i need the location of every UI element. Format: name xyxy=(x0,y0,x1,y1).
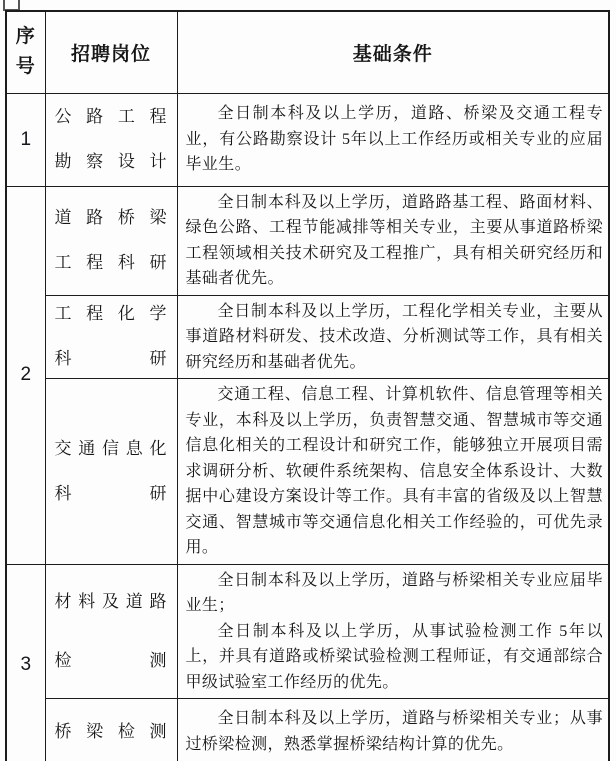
condition-paragraph: 全日制本科及以上学历，道路、桥梁及交通工程专业，有公路勘察设计 5年以上工作经历或相关专业的应届毕业生。 xyxy=(185,105,603,174)
table-row xyxy=(6,295,609,379)
condition-paragraph: 全日制本科及以上学历，道路与桥梁相关专业应届毕业生； xyxy=(185,571,603,614)
row-number: 2 xyxy=(6,186,45,564)
position-line: 检测 xyxy=(54,650,168,670)
position-line: 科研 xyxy=(54,483,168,503)
position-line: 工程化学 xyxy=(54,304,168,324)
position-line: 交通信息化 xyxy=(54,438,168,458)
table-row xyxy=(6,186,609,295)
table-row xyxy=(6,93,609,186)
recruitment-table xyxy=(5,10,610,761)
position-cell-highway-survey-design xyxy=(45,93,177,186)
table-row xyxy=(6,379,609,565)
header-cell-conditions: 基础条件 xyxy=(177,11,609,93)
conditions-cell xyxy=(177,564,609,699)
position-cell-road-bridge-research xyxy=(45,186,177,295)
conditions-cell xyxy=(177,186,609,295)
condition-paragraph: 全日制本科及以上学历，道路与桥梁相关专业；从事过桥梁检测，熟悉掌握桥梁结构计算的优先。 xyxy=(185,710,603,753)
condition-paragraph: 全日制本科及以上学历，道路路基工程、路面材料、绿色公路、工程节能减排等相关专业，主要从事道路桥梁工程领域相关技术研究及工程推广，具有相关研究经历和基础者优先。 xyxy=(185,193,603,287)
position-line: 桥梁检测 xyxy=(54,721,168,741)
position-line: 道路桥梁 xyxy=(54,208,168,227)
position-cell-transport-informatization-research xyxy=(45,379,177,565)
table-row xyxy=(6,699,609,761)
conditions-cell xyxy=(177,699,609,761)
header-cell-no xyxy=(6,11,45,93)
table-row xyxy=(6,564,609,699)
position-cell-material-road-testing xyxy=(45,564,177,699)
conditions-cell xyxy=(177,379,609,565)
condition-paragraph: 交通工程、信息工程、计算机软件、信息管理等相关专业，本科及以上学历，负责智慧交通、智慧城市等交通信息化相关的工程设计和研究工作，能够独立开展项目需求调研分析、软硬件系统架构、信息安全体系设计、大数据中心建设方案设计等工作。具有丰富的省级及以上智慧交通、智慧城市等交通信息化相关工作经验的，可优先录用。 xyxy=(185,386,603,556)
position-line: 工程科研 xyxy=(54,253,168,272)
position-line: 勘察设计 xyxy=(54,152,168,171)
condition-paragraph: 全日制本科及以上学历，工程化学相关专业，主要从事道路材料研发、技术改造、分析测试等工作，具有相关研究经历和基础者优先。 xyxy=(185,302,603,371)
position-line: 公路工程 xyxy=(54,107,168,126)
position-cell-bridge-testing xyxy=(45,699,177,761)
header-no-char-1: 序 xyxy=(15,26,36,48)
conditions-cell xyxy=(177,93,609,186)
condition-paragraph: 全日制本科及以上学历，从事试验检测工作 5年以上，并具有道路或桥梁试验检测工程师证，有交通部综合甲级试验室工作经历的优先。 xyxy=(185,622,603,691)
position-cell-engineering-chemistry-research xyxy=(45,295,177,379)
conditions-cell xyxy=(177,295,609,379)
header-cell-position: 招聘岗位 xyxy=(45,11,177,93)
header-no-char-2: 号 xyxy=(15,56,36,78)
header-row xyxy=(6,11,609,93)
row-number: 1 xyxy=(6,93,45,186)
position-line: 材料及道路 xyxy=(54,591,168,611)
position-line: 科研 xyxy=(54,349,168,369)
row-number: 3 xyxy=(6,564,45,761)
